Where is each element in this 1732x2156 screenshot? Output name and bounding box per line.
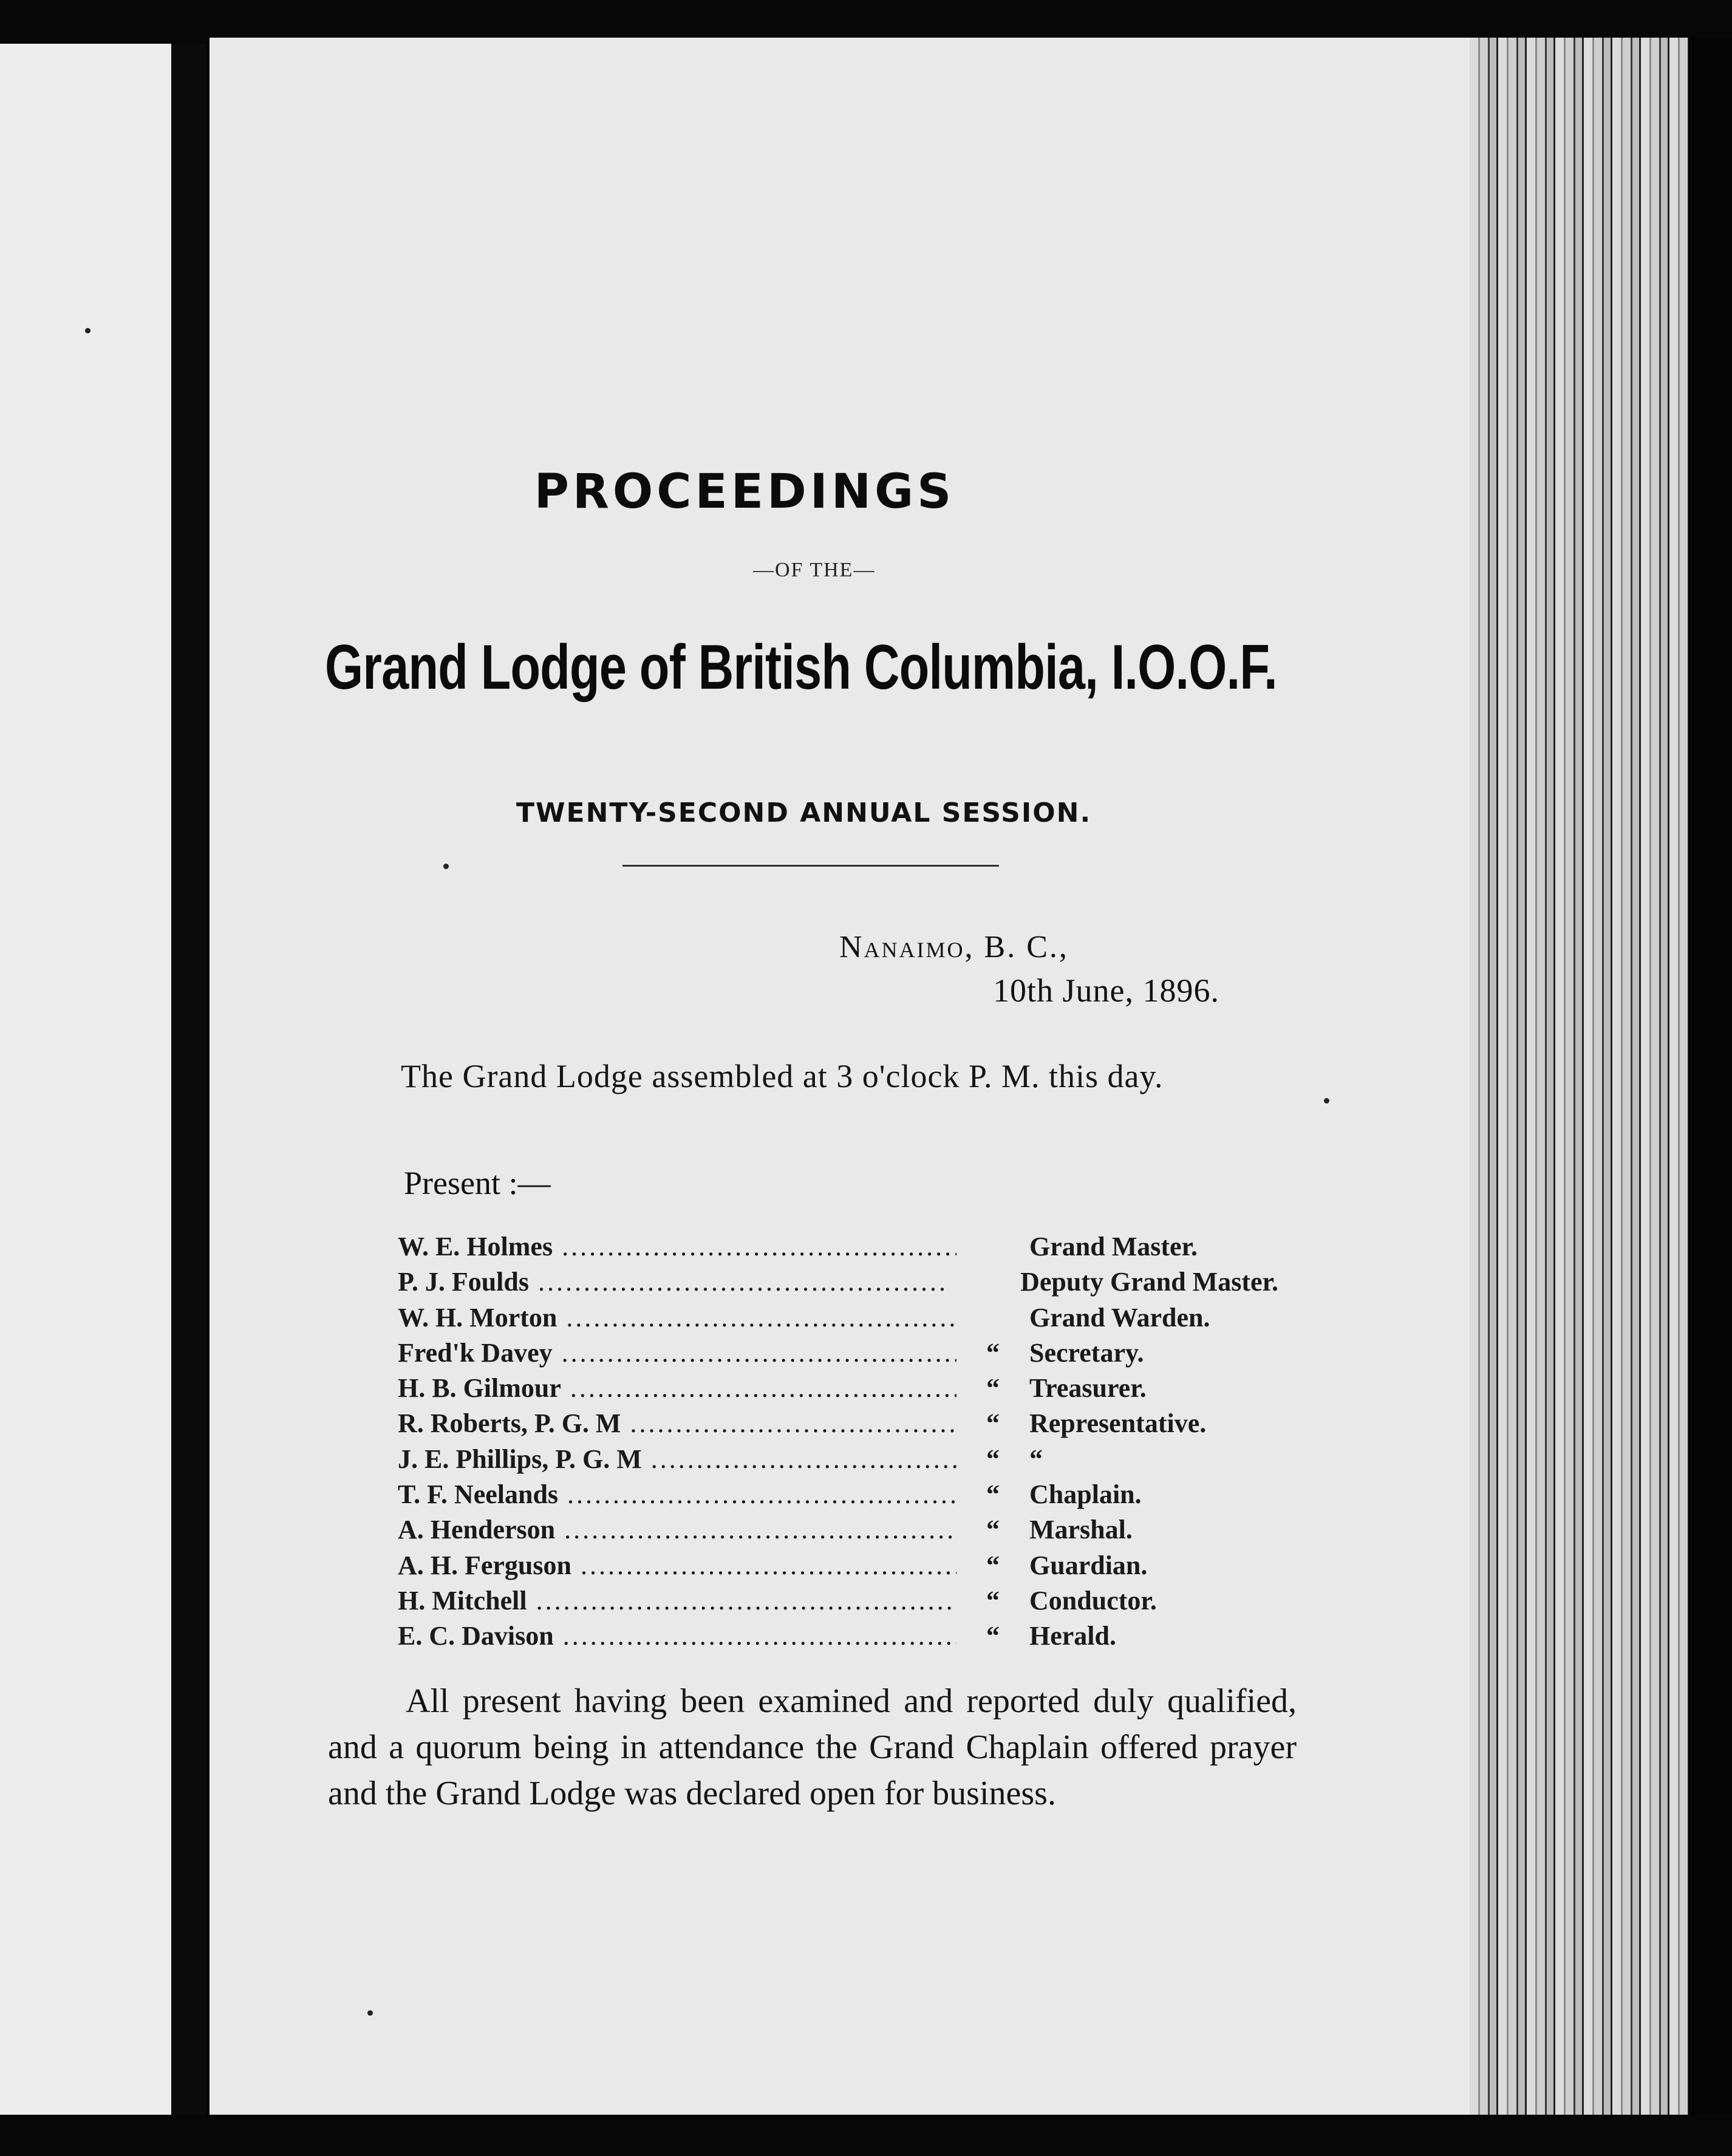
ditto-mark: “ [986, 1444, 1000, 1474]
ditto-mark: “ [986, 1479, 1000, 1510]
of-the-line: —OF THE— [753, 559, 876, 581]
officer-row [398, 1408, 1278, 1443]
date-line: 10th June, 1896. [993, 972, 1219, 1009]
officer-name: W. E. Holmes ..... [398, 1231, 956, 1262]
session-heading: TWENTY-SECOND ANNUAL SESSION. [516, 797, 1092, 828]
officer-name: H. B. Gilmour ..... [398, 1373, 956, 1404]
officer-office: “ [1029, 1444, 1043, 1474]
officer-name: H. Mitchell ..... [398, 1585, 956, 1616]
officer-name: E. C. Davison ..... [398, 1620, 956, 1651]
ditto-mark: “ [986, 1550, 1000, 1580]
officer-office: Conductor. [1029, 1585, 1157, 1615]
officer-name: T. F. Neelands ..... [398, 1479, 956, 1510]
ditto-mark: “ [986, 1373, 1000, 1404]
officer-row [398, 1266, 1278, 1301]
closing-paragraph: All present having been examined and reported duly qualified, and a quorum being in attendance the Grand Chaplain offered prayer and the Grand Lodge was declared open for business. [328, 1682, 1297, 1812]
officer-row [398, 1514, 1278, 1549]
opening-paragraph: The Grand Lodge assembled at 3 o'clock P. M. this day. [401, 1058, 1164, 1094]
officer-name: W. H. Morton ..... [398, 1302, 956, 1333]
officer-row [398, 1620, 1278, 1656]
officer-row [398, 1231, 1278, 1266]
page-edges [1470, 38, 1688, 2115]
officer-name: R. Roberts, P. G. M ..... [398, 1408, 956, 1439]
officer-list [398, 1231, 1278, 1656]
officer-office: Secretary. [1029, 1337, 1144, 1368]
ditto-mark: “ [986, 1515, 1000, 1545]
divider-rule [622, 865, 999, 867]
officer-name: A. H. Ferguson ..... [398, 1550, 956, 1581]
officer-row [398, 1550, 1278, 1585]
speck [443, 864, 449, 869]
book-gutter [171, 44, 206, 2115]
ditto-mark: “ [986, 1621, 1000, 1651]
officer-office: Herald. [1029, 1621, 1116, 1651]
officer-name: P. J. Foulds ..... [398, 1266, 949, 1297]
ditto-mark: “ [986, 1408, 1000, 1439]
officer-row [398, 1337, 1278, 1373]
speck [367, 2010, 373, 2016]
ditto-mark: “ [986, 1337, 1000, 1368]
officer-office: Grand Warden. [1029, 1302, 1210, 1332]
officer-office: Deputy Grand Master. [1020, 1267, 1278, 1297]
page-title: PROCEEDINGS [534, 465, 955, 519]
officer-row [398, 1585, 1278, 1620]
ditto-mark: “ [986, 1585, 1000, 1615]
officer-row [398, 1444, 1278, 1479]
officer-name: Fred'k Davey ..... [398, 1337, 956, 1368]
officer-row [398, 1302, 1278, 1337]
officer-office: Chaplain. [1029, 1479, 1142, 1510]
officer-name: J. E. Phillips, P. G. M ..... [398, 1444, 956, 1475]
officer-row [398, 1479, 1278, 1514]
officer-row [398, 1373, 1278, 1408]
officer-office: Guardian. [1029, 1550, 1148, 1580]
officer-office: Representative. [1029, 1408, 1207, 1439]
lodge-heading: Grand Lodge of British Columbia, I.O.O.F. [325, 632, 1277, 703]
officer-name: A. Henderson ..... [398, 1514, 956, 1545]
place-line: Nanaimo, B. C., [839, 930, 1069, 964]
officer-office: Grand Master. [1029, 1232, 1198, 1261]
officer-office: Marshal. [1029, 1515, 1133, 1545]
facing-page [0, 44, 171, 2115]
speck [85, 328, 90, 333]
speck [1324, 1098, 1329, 1104]
officer-office: Treasurer. [1029, 1373, 1147, 1404]
present-label: Present :— [404, 1165, 551, 1201]
book-edge-shadow [1688, 38, 1732, 2115]
